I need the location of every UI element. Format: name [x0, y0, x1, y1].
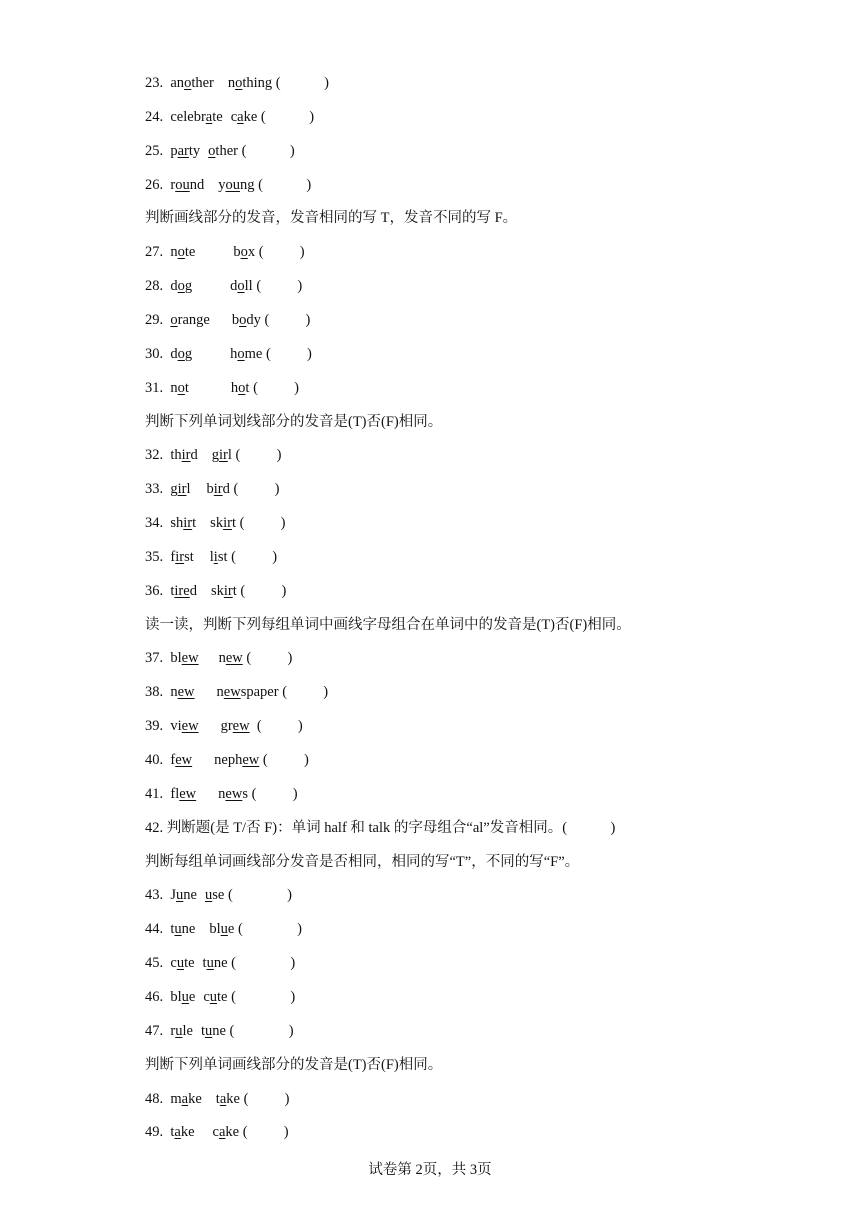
answer-blank[interactable]: ( ) — [242, 650, 293, 667]
underlined-letters: o — [235, 75, 243, 91]
question-item — [145, 547, 277, 567]
underlined-letters: ir — [213, 481, 223, 498]
underlined-letters: ir — [223, 515, 232, 532]
page-footer: 试卷第 2页，共 3页 — [368, 1162, 492, 1178]
word: newspaper — [216, 684, 279, 701]
underlined-letters: a — [218, 1124, 226, 1141]
word: tired — [170, 582, 197, 599]
word: blue — [209, 921, 235, 938]
answer-blank[interactable]: ( ) — [239, 1090, 290, 1107]
question-number: 28. — [145, 278, 171, 295]
underlined-letters: u — [209, 988, 218, 1005]
question-item — [145, 919, 302, 939]
section-instruction: 判断画线部分的发音，发音相同的写 T，发音不同的写 F。 — [145, 210, 518, 227]
word: rule — [170, 1022, 193, 1039]
word: skirt — [210, 515, 236, 532]
word: new — [170, 684, 195, 701]
question-item — [145, 344, 312, 364]
question-number: 27. — [145, 244, 171, 261]
answer-blank[interactable]: ( ) — [254, 176, 312, 193]
underlined-letters: ar — [177, 142, 189, 159]
answer-blank[interactable]: ( ) — [260, 311, 311, 328]
question-number: 36. — [145, 582, 171, 599]
underlined-letters: o — [177, 345, 185, 362]
underlined-letters: ou — [225, 176, 240, 193]
word: home — [230, 345, 263, 362]
question-number: 24. — [145, 108, 171, 125]
word: girl — [170, 481, 191, 498]
question-number: 41. — [145, 785, 171, 802]
underlined-letters: ew — [223, 684, 241, 701]
underlined-letters: u — [176, 955, 185, 972]
question-number: 49. — [145, 1124, 171, 1141]
underlined-letters: i — [213, 548, 218, 565]
underlined-letters: a — [205, 108, 213, 125]
underlined-letters: o — [177, 278, 185, 295]
question-number: 31. — [145, 379, 171, 396]
underlined-letters: a — [181, 1090, 189, 1107]
answer-blank[interactable]: ( ) — [249, 718, 303, 735]
answer-blank[interactable]: ( ) — [236, 582, 287, 599]
answer-blank[interactable]: ( ) — [234, 921, 302, 938]
question-item — [145, 513, 286, 533]
question-item — [145, 1021, 294, 1041]
word: tune — [202, 955, 228, 972]
question-item — [145, 581, 286, 601]
word: take — [215, 1090, 240, 1107]
underlined-letters: ew — [177, 684, 195, 701]
underlined-letters: a — [237, 108, 244, 125]
answer-blank[interactable]: ( ) — [278, 684, 329, 701]
answer-blank[interactable]: ( ) — [237, 142, 295, 159]
underlined-letters: ir — [177, 481, 187, 498]
question-item — [145, 885, 292, 905]
question-number: 32. — [145, 447, 171, 464]
word: doll — [230, 278, 253, 295]
underlined-letters: u — [175, 1022, 183, 1039]
underlined-letters: o — [238, 379, 246, 396]
answer-blank[interactable]: ( ) — [257, 108, 315, 125]
question-number: 43. — [145, 887, 171, 904]
word: other — [208, 142, 238, 159]
word: hot — [230, 379, 250, 396]
underlined-letters: u — [204, 1022, 213, 1039]
question-item — [145, 242, 305, 262]
question-number: 30. — [145, 345, 171, 362]
section-instruction: 读一读，判断下列每组单词中画线字母组合在单词中的发音是(T)否(F)相同。 — [145, 616, 631, 633]
question-number: 40. — [145, 752, 171, 768]
underlined-letters: o — [177, 244, 185, 261]
word: news — [218, 785, 248, 802]
question-number: 37. — [145, 650, 171, 667]
underlined-letters: u — [174, 921, 182, 938]
answer-blank[interactable]: ( ) — [235, 515, 286, 532]
underlined-letters: ir — [175, 548, 185, 565]
question-number: 25. — [145, 142, 171, 159]
underlined-letters: ire — [174, 582, 190, 599]
word: third — [170, 447, 198, 464]
question-item — [145, 953, 295, 973]
question-item — [145, 750, 309, 770]
word: body — [231, 311, 261, 328]
word: dog — [170, 278, 193, 295]
answer-blank[interactable]: ( ) — [249, 379, 299, 396]
word: celebrate — [170, 108, 223, 125]
underlined-letters: o — [237, 345, 245, 362]
word: not — [170, 379, 189, 396]
section-instruction: 判断下列单词画线部分的发音是(T)否(F)相同。 — [145, 1056, 443, 1073]
underlined-letters: ew — [232, 718, 250, 735]
underlined-letters: u — [176, 887, 184, 904]
answer-blank[interactable]: ( ) — [227, 548, 278, 565]
word: tune — [200, 1022, 226, 1039]
question-number: 34. — [145, 515, 171, 532]
answer-blank[interactable]: ( ) — [262, 345, 312, 362]
answer-blank[interactable]: ( ) — [259, 752, 309, 768]
question-item — [145, 784, 298, 804]
underlined-letters: ew — [242, 752, 260, 768]
word: cute — [170, 955, 195, 972]
underlined-letters: ew — [225, 650, 243, 667]
question-number: 29. — [145, 311, 171, 328]
answer-blank[interactable]: ( ) — [227, 988, 296, 1005]
underlined-letters: ir — [181, 447, 191, 464]
answer-blank[interactable]: ( ) — [252, 278, 303, 295]
underlined-letters: ew — [181, 718, 199, 735]
question-item — [145, 276, 302, 296]
word: take — [170, 1124, 195, 1141]
answer-blank[interactable]: ( ) — [225, 1022, 294, 1039]
word: another — [170, 75, 214, 91]
underlined-letters: ew — [179, 785, 197, 802]
question-item — [145, 479, 279, 499]
answer-blank[interactable]: ( ) — [255, 244, 305, 261]
question-item — [145, 716, 303, 736]
question-item — [145, 1122, 289, 1142]
word: box — [233, 244, 256, 261]
word: cake — [212, 1124, 240, 1141]
word: first — [170, 548, 194, 565]
word: blew — [170, 650, 199, 667]
word: shirt — [170, 515, 197, 532]
question-number: 33. — [145, 481, 171, 498]
word: dog — [170, 345, 193, 362]
question-number: 48. — [145, 1090, 171, 1107]
word: round — [170, 176, 205, 193]
question-item — [145, 175, 311, 195]
word: June — [170, 887, 197, 904]
question-number: 26. — [145, 176, 171, 193]
underlined-letters: u — [204, 887, 213, 904]
underlined-letters: o — [177, 379, 185, 396]
underlined-letters: ir — [223, 582, 233, 599]
word: few — [170, 752, 193, 768]
underlined-letters: ew — [175, 752, 193, 768]
word: skirt — [210, 582, 237, 599]
underlined-letters: u — [220, 921, 228, 938]
question-item — [145, 107, 314, 127]
underlined-letters: o — [184, 75, 192, 91]
question-item — [145, 378, 299, 398]
section-instruction: 判断每组单词画线部分发音是否相同，相同的写“T”，不同的写“F”。 — [145, 853, 580, 870]
section-instruction: 判断下列单词划线部分的发音是(T)否(F)相同。 — [145, 413, 443, 430]
word: make — [170, 1090, 202, 1107]
underlined-letters: ir — [219, 447, 228, 464]
word: grew — [220, 718, 250, 735]
underlined-letters: ir — [183, 515, 193, 532]
question-item: 42. 判断题(是 T/否 F)：单词 half 和 talk 的字母组合“al”发音相同。( ) — [145, 819, 616, 836]
word: new — [218, 650, 243, 667]
question-number: 47. — [145, 1022, 171, 1039]
underlined-letters: ew — [181, 650, 199, 667]
underlined-letters: o — [237, 278, 245, 295]
question-item — [145, 141, 295, 161]
answer-blank[interactable]: ( ) — [231, 447, 282, 464]
question-item — [145, 1089, 289, 1109]
word: blue — [170, 988, 196, 1005]
underlined-letters: a — [174, 1124, 181, 1141]
answer-blank[interactable]: ( ) — [239, 1124, 289, 1141]
word: list — [209, 548, 228, 565]
question-item — [145, 310, 310, 330]
word: cake — [230, 108, 258, 125]
underlined-letters: o — [240, 244, 248, 261]
underlined-letters: ew — [225, 785, 243, 802]
word: view — [170, 718, 199, 735]
underlined-letters: a — [219, 1090, 227, 1107]
answer-blank[interactable]: ( ) — [229, 481, 280, 498]
question-item — [145, 73, 329, 93]
underlined-letters: ou — [175, 176, 190, 193]
question-item — [145, 987, 295, 1007]
answer-blank[interactable]: ( ) — [224, 887, 292, 904]
question-number: 45. — [145, 955, 171, 972]
underlined-letters: u — [181, 988, 189, 1005]
question-number: 35. — [145, 548, 171, 565]
question-number: 23. — [145, 75, 171, 91]
word: use — [204, 887, 225, 904]
question-number: 46. — [145, 988, 171, 1005]
word: flew — [170, 785, 197, 802]
question-number: 38. — [145, 684, 171, 701]
underlined-letters: o — [208, 142, 216, 159]
question-item — [145, 682, 328, 702]
word: cute — [203, 988, 228, 1005]
answer-blank[interactable]: ( ) — [247, 785, 298, 802]
answer-blank[interactable]: ( ) — [272, 75, 329, 91]
word: young — [218, 176, 255, 193]
question-item — [145, 445, 281, 465]
underlined-letters: o — [170, 311, 178, 328]
answer-blank[interactable]: ( ) — [227, 955, 296, 972]
word: girl — [211, 447, 232, 464]
question-item — [145, 648, 292, 668]
question-number: 39. — [145, 718, 171, 735]
word: nothing — [227, 75, 273, 91]
word: party — [170, 142, 201, 159]
word: orange — [170, 311, 210, 328]
word: tune — [170, 921, 196, 938]
word: note — [170, 244, 196, 261]
question-number: 44. — [145, 921, 171, 938]
word: bird — [206, 481, 230, 498]
underlined-letters: o — [239, 311, 247, 328]
word: nephew — [214, 752, 260, 768]
underlined-letters: u — [206, 955, 214, 972]
